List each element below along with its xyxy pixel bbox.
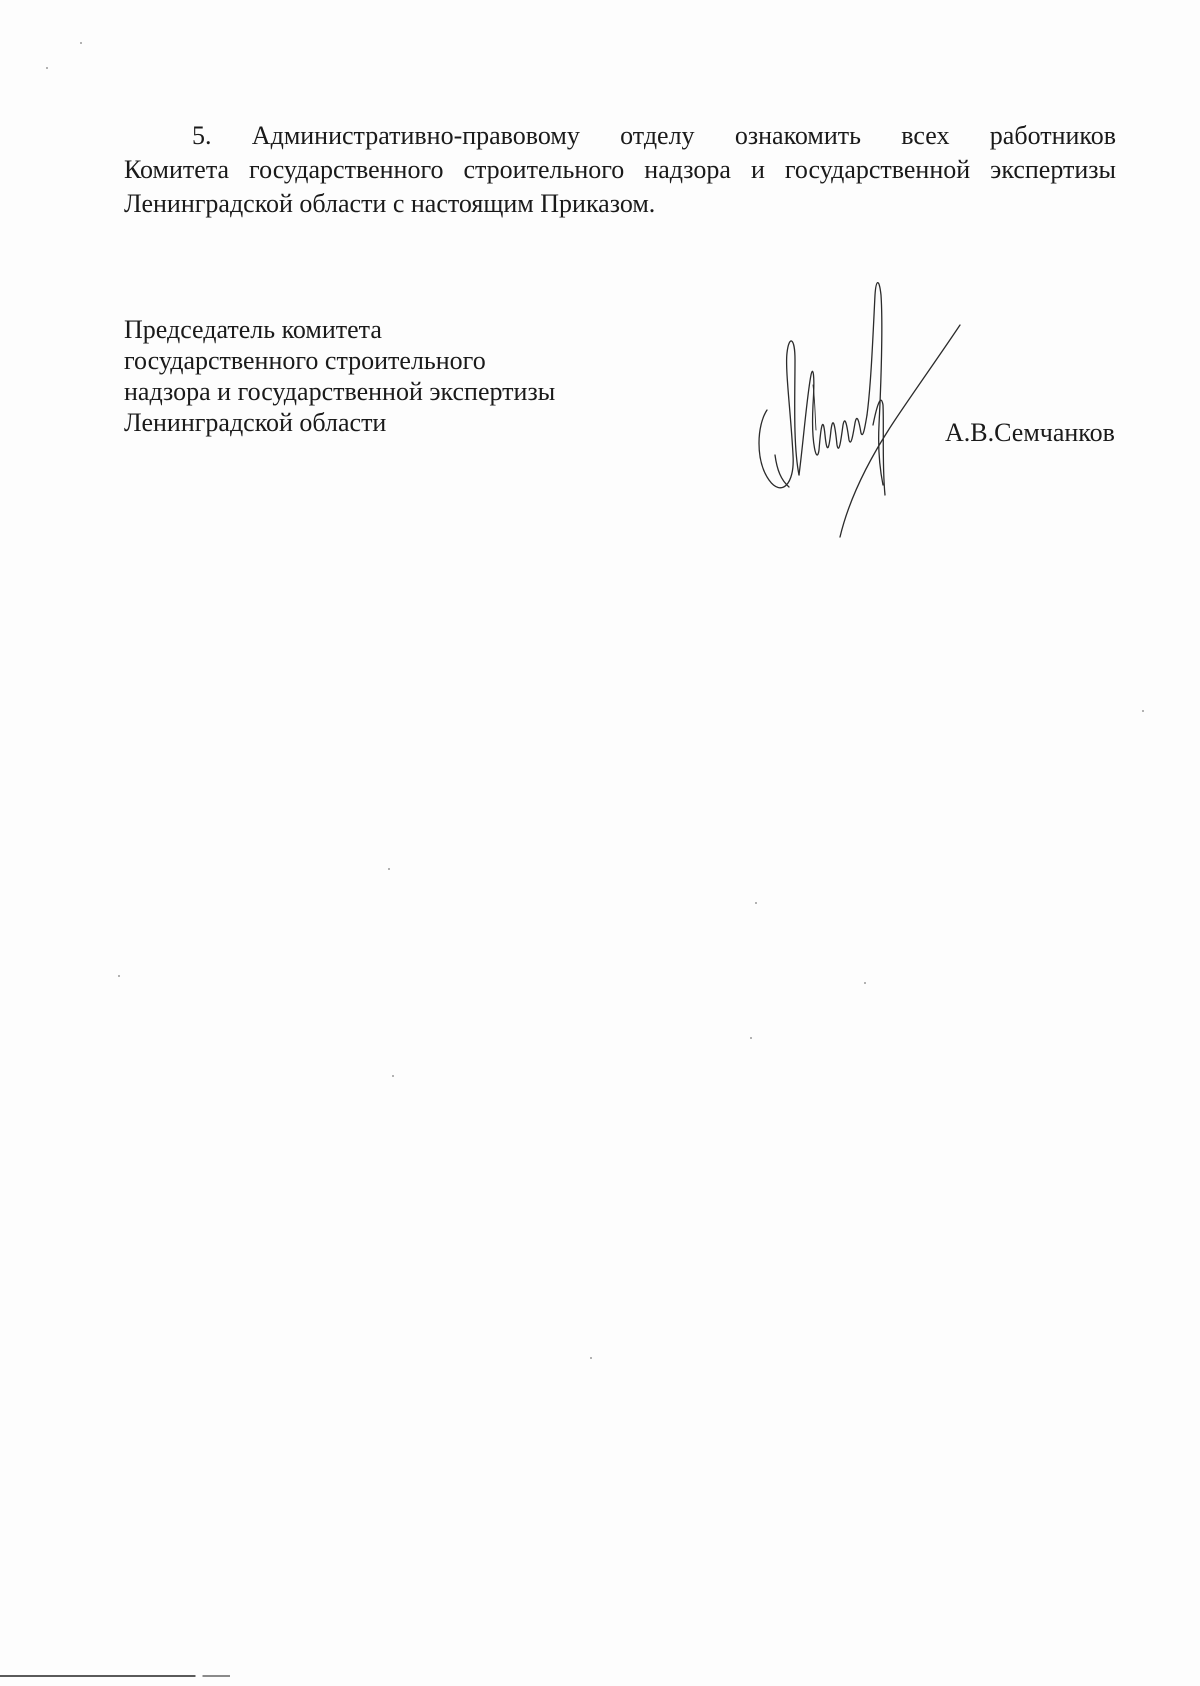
signer-name: А.В.Семчанков (945, 418, 1115, 447)
bottom-rule (0, 1675, 230, 1677)
scan-speck (118, 975, 120, 977)
scan-speck (590, 1357, 592, 1359)
position-line: государственного строительного (124, 346, 486, 375)
scan-speck (388, 868, 390, 870)
scan-speck (864, 982, 866, 984)
paragraph-line: Комитета государственного строительного надзора и государственной экспертизы (124, 155, 1116, 184)
handwritten-signature (755, 275, 985, 555)
paragraph-line: 5. Административно-правовому отделу ознакомить всех работников (192, 121, 1116, 150)
scan-speck (46, 67, 48, 69)
paragraph-5 (124, 119, 1116, 221)
position-line: надзора и государственной экспертизы (124, 377, 556, 406)
scan-speck (392, 1075, 394, 1077)
scan-speck (1142, 710, 1144, 712)
scan-speck (80, 42, 82, 44)
position-line: Ленинградской области (124, 408, 387, 437)
signatory-position (124, 314, 555, 438)
paragraph-line: Ленинградской области с настоящим Приказом. (124, 189, 656, 218)
position-line: Председатель комитета (124, 315, 382, 344)
scan-speck (755, 902, 757, 904)
scan-speck (750, 1037, 752, 1039)
